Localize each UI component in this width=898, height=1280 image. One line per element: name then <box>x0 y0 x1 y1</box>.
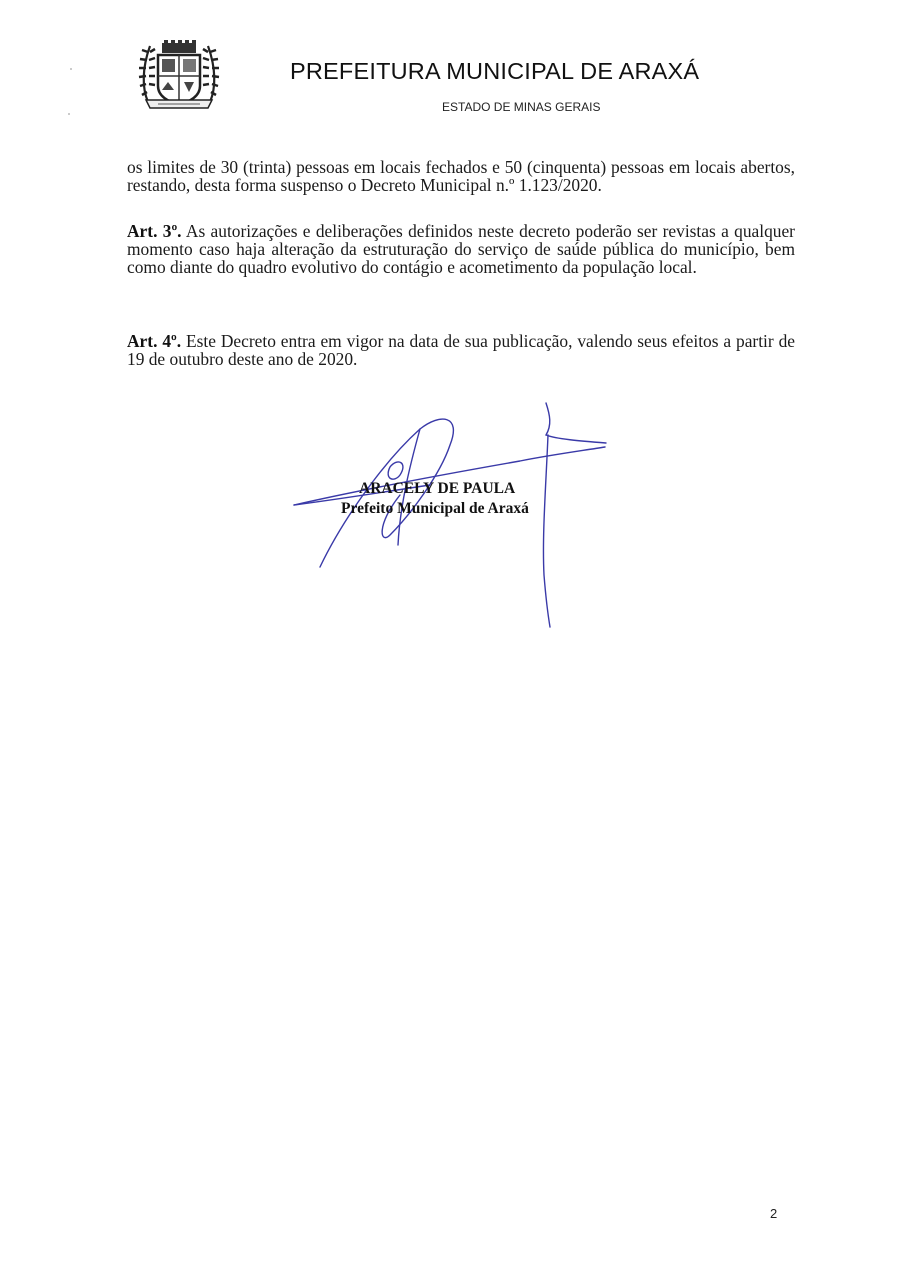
article-4 <box>127 332 795 368</box>
scan-speck <box>70 68 72 70</box>
article-3 <box>127 222 795 276</box>
article-label: Art. 4º. <box>127 331 182 351</box>
page-number: 2 <box>770 1206 778 1221</box>
paragraph-text: os limites de 30 (trinta) pessoas em locais fechados e 50 (cinquenta) pessoas em locais abertos, restando, desta forma suspenso o Decreto Municipal n.º 1.123/2020. <box>127 157 795 195</box>
signer-name: ARACELY DE PAULA <box>359 480 516 497</box>
document-header <box>0 0 898 130</box>
scan-speck <box>68 113 70 115</box>
article-text: As autorizações e deliberações definidos neste decreto poderão ser revistas a qualquer momento caso haja alteração da estruturação do serviço de saúde pública do município, bem como diante do quadro evolutivo do contágio e acometimento da população local. <box>127 221 795 277</box>
municipality-title: PREFEITURA MUNICIPAL DE ARAXÁ <box>290 58 700 84</box>
article-text: Este Decreto entra em vigor na data de sua publicação, valendo seus efeitos a partir de 19 de outubro deste ano de 2020. <box>127 331 795 369</box>
article-label: Art. 3º. <box>127 221 182 241</box>
coat-of-arms-icon <box>138 38 220 110</box>
signer-title: Prefeito Municipal de Araxá <box>341 500 529 517</box>
paragraph-continuation <box>127 158 795 194</box>
state-subtitle: ESTADO DE MINAS GERAIS <box>442 100 601 114</box>
